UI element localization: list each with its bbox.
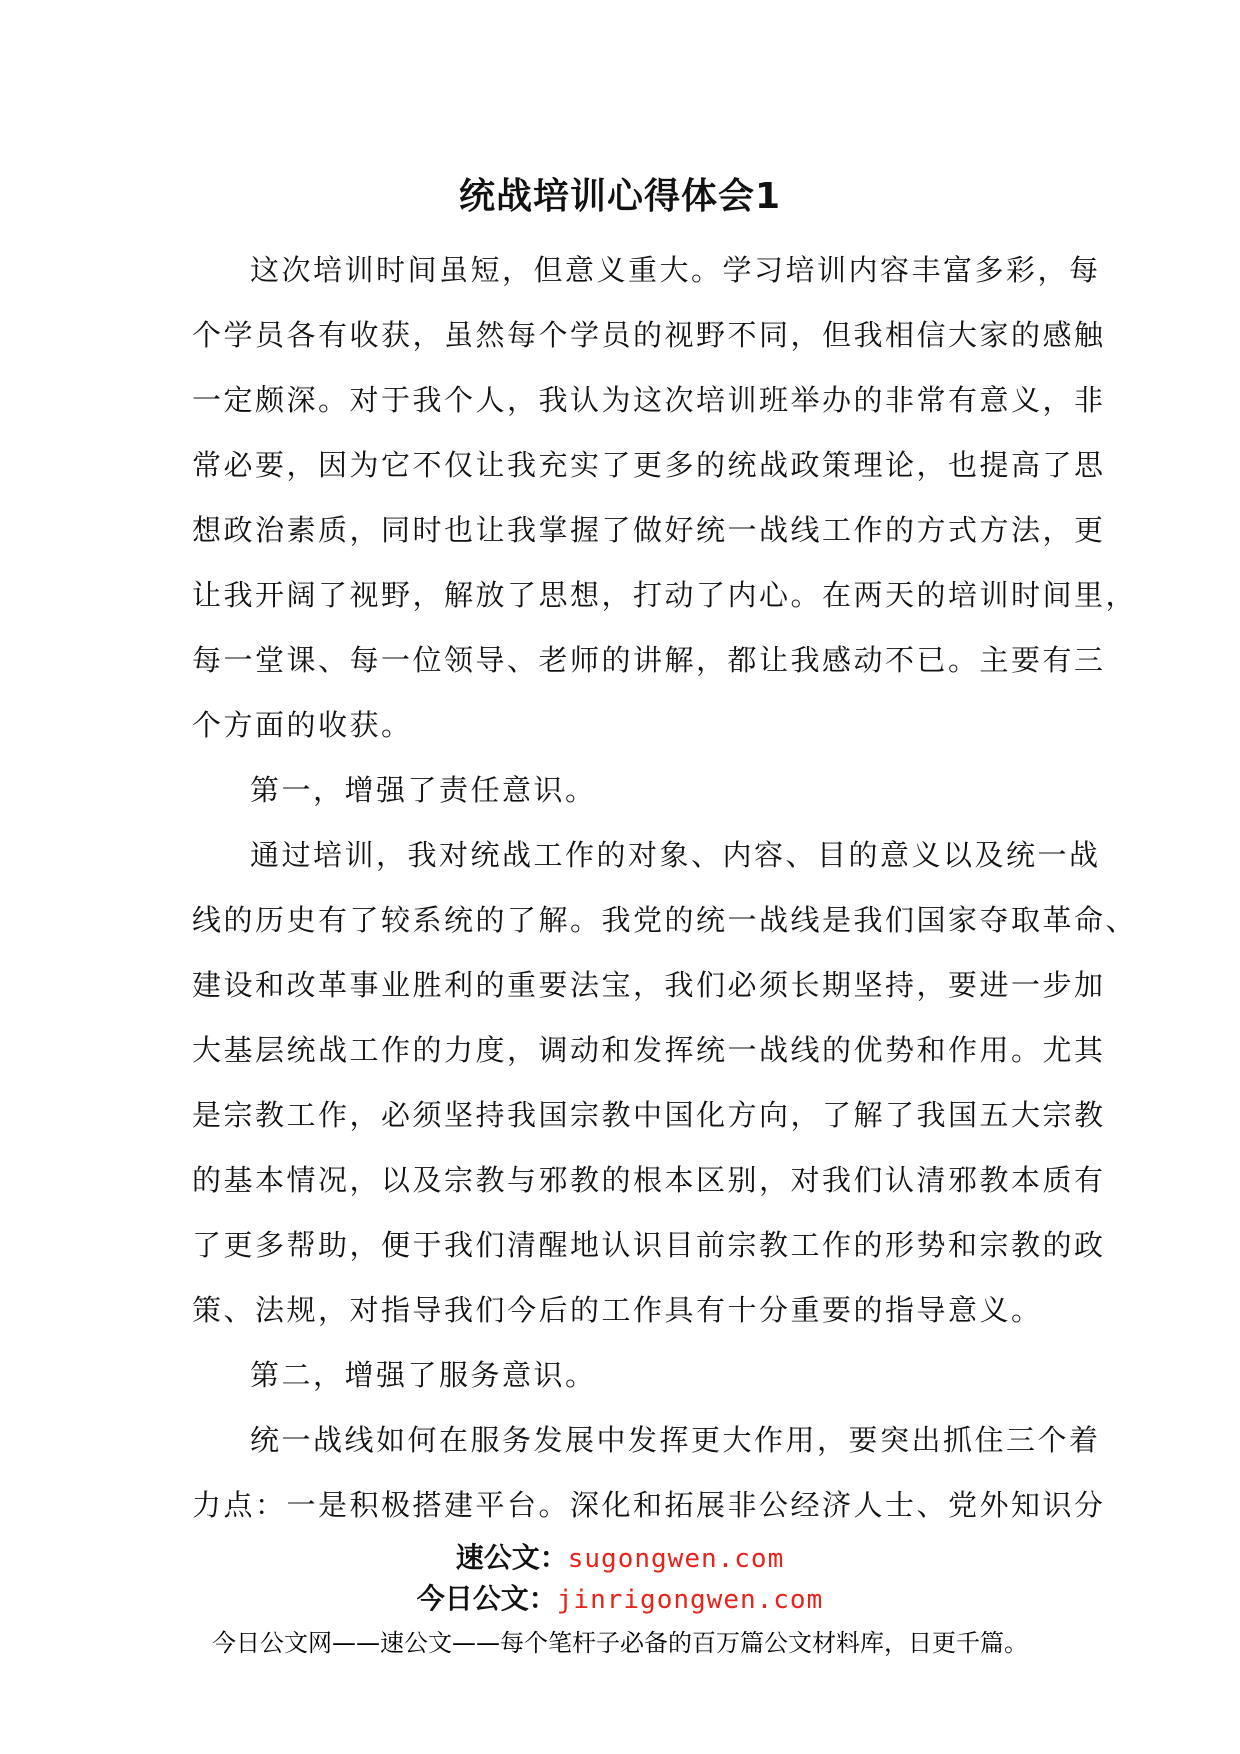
paragraph-line: 每一堂课、每一位领导、老师的讲解，都让我感动不已。主要有三 (192, 643, 1106, 677)
footer-url-link[interactable]: jinrigongwen.com (556, 1585, 824, 1615)
paragraph-line: 的基本情况，以及宗教与邪教的根本区别，对我们认清邪教本质有 (192, 1163, 1106, 1197)
paragraph-line: 常必要，因为它不仅让我充实了更多的统战政策理论，也提高了思 (192, 448, 1106, 482)
footer-line-jinrigongwen (0, 1579, 1240, 1620)
paragraph-line: 这次培训时间虽短，但意义重大。学习培训内容丰富多彩，每 (250, 253, 1101, 287)
paragraph-line: 让我开阔了视野，解放了思想，打动了内心。在两天的培训时间里， (192, 578, 1138, 612)
paragraph-line: 一定颇深。对于我个人，我认为这次培训班举办的非常有意义，非 (192, 383, 1106, 417)
document-body (192, 238, 1138, 1538)
paragraph-line: 统一战线如何在服务发展中发挥更大作用，要突出抓住三个着 (250, 1423, 1101, 1457)
section-heading: 第二，增强了服务意识。 (250, 1358, 597, 1392)
paragraph-line: 大基层统战工作的力度，调动和发挥统一战线的优势和作用。尤其 (192, 1033, 1106, 1067)
paragraph-line: 是宗教工作，必须坚持我国宗教中国化方向，了解了我国五大宗教 (192, 1098, 1106, 1132)
footer-tagline: 今日公文网——速公文——每个笔杆子必备的百万篇公文材料库，日更千篇。 (212, 1629, 1028, 1657)
paragraph-line: 想政治素质，同时也让我掌握了做好统一战线工作的方式方法，更 (192, 513, 1106, 547)
paragraph-line: 力点：一是积极搭建平台。深化和拓展非公经济人士、党外知识分 (192, 1488, 1106, 1522)
footer-watermark (0, 1538, 1240, 1662)
footer-label: 今日公文： (416, 1582, 557, 1615)
footer-line-sugongwen (0, 1538, 1240, 1579)
footer-url-link[interactable]: sugongwen.com (567, 1544, 785, 1574)
footer-label: 速公文： (455, 1541, 568, 1574)
paragraph-line: 了更多帮助，便于我们清醒地认识目前宗教工作的形势和宗教的政 (192, 1228, 1106, 1262)
paragraph-line: 策、法规，对指导我们今后的工作具有十分重要的指导意义。 (192, 1293, 1043, 1327)
paragraph-line: 个学员各有收获，虽然每个学员的视野不同，但我相信大家的感触 (192, 318, 1106, 352)
paragraph-line: 个方面的收获。 (192, 708, 413, 742)
document-title: 统战培训心得体会1 (458, 176, 782, 217)
paragraph-line: 线的历史有了较系统的了解。我党的统一战线是我们国家夺取革命、 (192, 903, 1138, 937)
paragraph-line: 通过培训，我对统战工作的对象、内容、目的意义以及统一战 (250, 838, 1101, 872)
section-heading: 第一，增强了责任意识。 (250, 773, 597, 807)
paragraph-line: 建设和改革事业胜利的重要法宝，我们必须长期坚持，要进一步加 (192, 968, 1106, 1002)
